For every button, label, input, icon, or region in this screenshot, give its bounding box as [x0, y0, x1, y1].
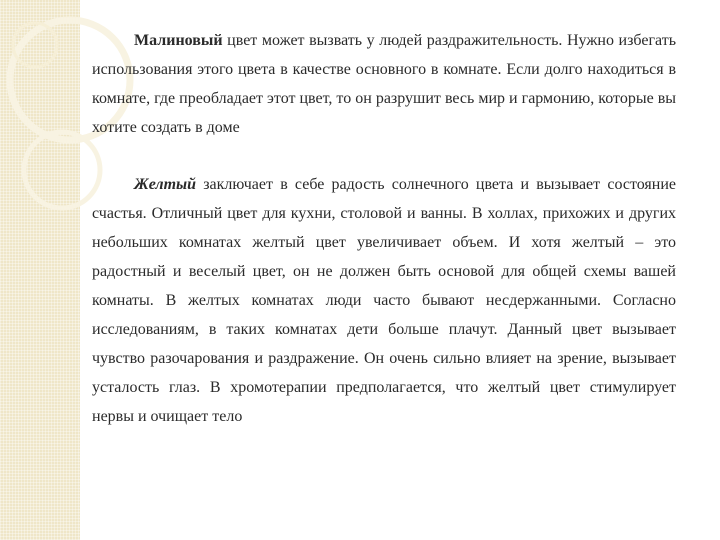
- paragraph-yellow-text: заключает в себе радость солнечного цвета и вызывает состояние счастья. Отличный цвет для кухни, столовой и ванны. В холлах, прихожих и других небольших комнатах желтый цвет увеличивает объем. И хотя желтый – это радостный и веселый цвет, он не должен быть основой для общей схемы вашей комнаты. В желтых комнатах люди часто бывают несдержанными. Согласно исследованиям, в таких комнатах дети больше плачут. Данный цвет вызывает чувство разочарования и раздражение. Он очень сильно влияет на зрение, вызывает усталость глаз. В хромотерапии предполагается, что желтый цвет стимулирует нервы и очищает тело: [92, 176, 676, 425]
- middle-ring: [24, 132, 100, 208]
- paragraph-crimson: [92, 26, 676, 142]
- lead-word-yellow: Желтый: [134, 176, 197, 193]
- lead-word-crimson: Малиновый: [134, 32, 223, 49]
- document-body: [92, 26, 676, 431]
- paragraph-yellow: [92, 170, 676, 431]
- paragraph-crimson-text: цвет может вызвать у людей раздражительность. Нужно избегать использования этого цвета в качестве основного в комнате. Если долго находиться в комнате, где преобладает этот цвет, то он разрушит весь мир и гармонию, которые вы хотите создать в доме: [92, 32, 676, 136]
